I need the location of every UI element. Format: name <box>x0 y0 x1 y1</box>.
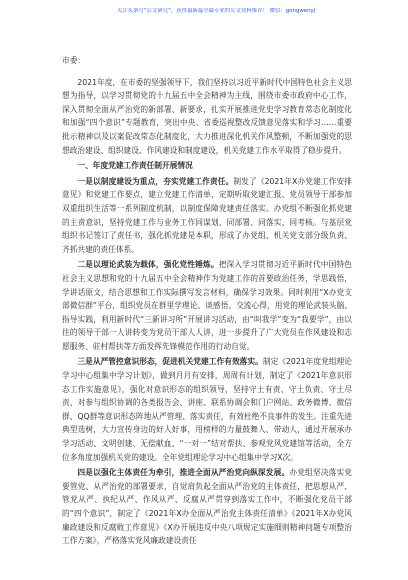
paragraph-1-text: 制发了《2021年X办党建工作安排意见》和党建工作要点，建立党建工作清单，定期听取党建汇报、党员领导干部参加双重组织生活等一系列制度机制，以制度保障党建责任落实。办党组不断强化抓党建的主责意识，坚持党建工作与业务工作同谋划、同部署、同落实、同考核。与基层党组织书记签订了责任书，强化抓党建是本职，形成了办党组、机关党支部分级负责、齐抓共建的责任体系。 <box>62 176 352 254</box>
paragraph-2-text: 把深入学习贯彻习近平新时代中国特色社会主义思想和党的十九届五中全会精神作为党建工作的首要政治任务，学思践悟，学讲话原文，结合思想和工作实际撰写发言材料，确保学习效果。同时利用“X办党支部微信群”平台，组织党员在群里学理论、谈感悟、交流心得，用党的理论武装头脑、指导实践，利用新时代“三新讲习所”开展讲习活动，由“叫我学”变为“我要学”，由以往的领导干部一人讲转变为党员干部人人讲，进一步提升了广大党员在作风建设和志愿服务、驻村帮扶等方面发挥先锋模范作用的行动自觉。 <box>62 260 352 351</box>
paragraph-1 <box>62 175 352 257</box>
paragraph-4-text: 办党组坚决落实党要管党、从严治党的部署要求，自觉肩负起全面从严治党的主体责任，把思想从严、管党从严、执纪从严、作风从严、反腐从严贯穿到落实工作中，不断强化党员干部的“四个意识”，制定了《2021年X办全面从严治党主体责任清单》《2021年X办党风廉政建设和反腐败工作意见》《X办开展违反中央八项规定实施细则精神问题专项整治工作方案》，严格落实党风廉政建设责任 <box>62 468 352 546</box>
paragraph-4 <box>62 466 352 548</box>
paragraph-4-lead: 四是以强化主体责任为牵引，推进全面从严治党向纵深发展。 <box>77 468 290 478</box>
paragraph-3-text: 制定《2021年度党组理论学习中心组集中学习计划》，做到月月有安排，周周有计划，制定了《2021年意识形态工作实施意见》，强化对意识形态的组织领导，坚持守土有责、守土负责、守土尽责，对参与组织协调的各类报告会、讲座、联系协调会和门户网站、政务微博、微信群、QQ群等意识形态阵地从严管理、落实责任，有效杜绝不良事件的发生。注重先进典型选树，大力宣传身边的好人好事，用榜样的力量鼓舞人、带动人，通过开展承办学习活动、文明创建、无偿献血、“一对一”结对帮扶、参观党风党建馆等活动，全方位多角度加强机关党的建设。全年党组理论学习中心组集中学习X次。 <box>62 357 352 462</box>
paragraph-3 <box>62 355 352 464</box>
salutation: 市委： <box>62 56 86 65</box>
paragraph-3-lead: 三是从严管控意识形态，促进机关党建工作有效落实。 <box>77 357 263 367</box>
promo-banner[interactable]: 关注头条号“公文研究”，获得最新最全最专业的公文资料推荐！ 微信：gongwenyj <box>116 8 316 14</box>
paragraph-2-lead: 二是以理论武装为载体，强化党性锤炼。 <box>77 260 219 270</box>
section-heading: 一、年度党建工作责任制开展情况 <box>77 161 193 171</box>
paragraph-2 <box>62 258 352 353</box>
document-body <box>62 54 352 550</box>
paragraph-1-lead: 一是以制度建设为重点，夯实党建工作责任。 <box>77 176 234 186</box>
intro-paragraph: 2021年度，在市委的坚强领导下，我们坚持以习近平新时代中国特色社会主义思想为指导，以学习贯彻党的十九届五中全会精神为主线，围绕市委市政府中心工作，深入贯彻全面从严治党的新部署、新要求，扎实开展推进党史学习教育常态化制度化和加强“四个意识”专题教育，突出中央、省委巡视整改反馈意见落实和学习……重要批示精神以及以案促改常态化制度化，大力推进深化机关作风整顿，不断加强党的思想政治建设、组织建设、作风建设和制度建设，机关党建工作水平取得了稳步提升。 <box>62 77 352 155</box>
